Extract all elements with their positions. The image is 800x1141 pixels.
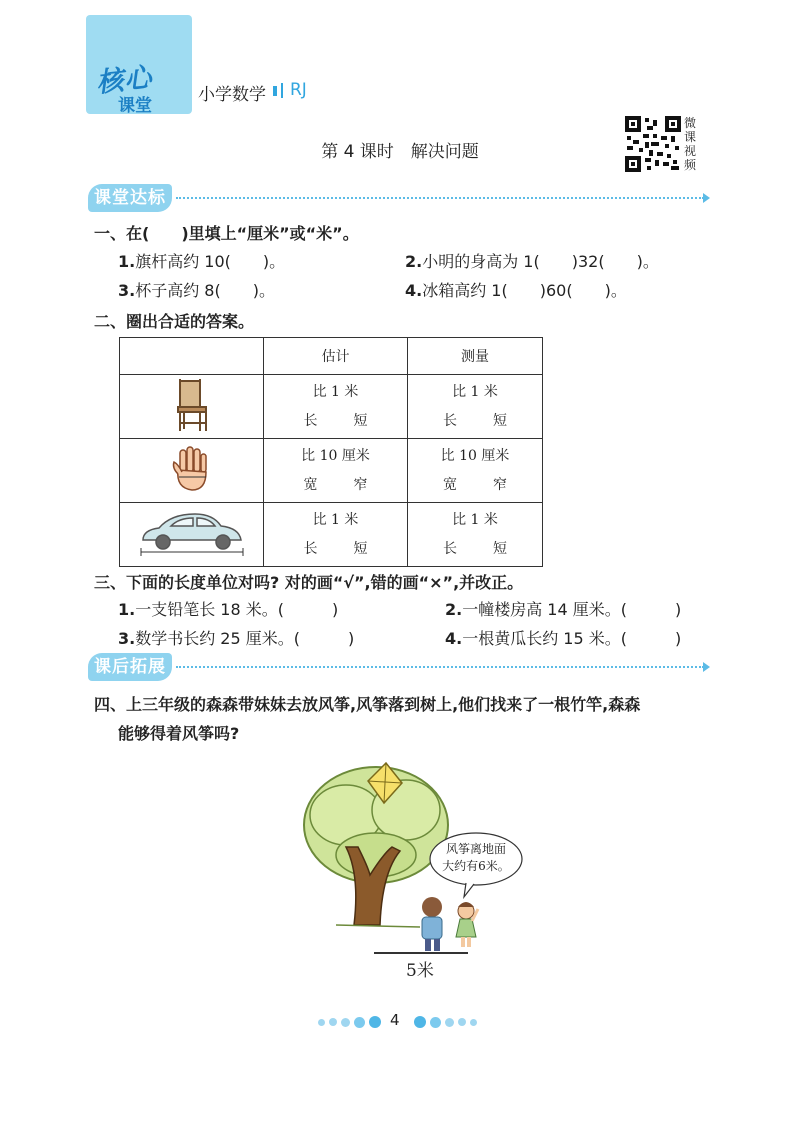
edition-label: RJ [290,80,307,100]
pager-dot [354,1017,365,1028]
question-1-item-3: 3.杯子高约 8( )。 [118,281,275,300]
question-4-title-cont: 能够得着风筝吗? [118,724,240,743]
chair-icon [170,377,214,433]
pager-dot [329,1018,337,1026]
question-3-item-4: 4.一根黄瓜长约 15 米。( ) [445,629,682,648]
option-narrow[interactable]: 窄 [353,476,368,493]
option-narrow[interactable]: 窄 [493,476,507,493]
pager-dot [341,1018,350,1027]
qr-code-icon[interactable] [625,116,681,172]
question-1-item-1: 1.旗杆高约 10( )。 [118,252,286,271]
comparison-text: 比 1 米 [312,383,359,400]
option-short[interactable]: 短 [493,412,507,429]
question-3-item-1: 1.一支铅笔长 18 米。( ) [118,600,339,619]
option-short[interactable]: 短 [353,412,368,429]
pager-dot [414,1016,426,1028]
table-header-estimate: 估计 [264,338,408,375]
question-3-title: 三、下面的长度单位对吗? 对的画“√”,错的画“×”,并改正。 [94,573,524,592]
comparison-text: 比 1 米 [452,511,498,528]
logo-main-text: 核心 [94,62,154,99]
pager-dot [318,1019,325,1026]
kite-tree-illustration [296,755,526,975]
hand-icon [170,444,214,494]
subject-label: 小学数学 [198,85,266,105]
section-badge-extension: 课后拓展 [88,653,172,681]
question-1-title: 一、在( )里填上“厘米”或“米”。 [94,224,359,243]
estimate-cell[interactable] [264,439,408,503]
hand-cell [120,439,264,503]
table-header-measure: 测量 [408,338,543,375]
option-long[interactable]: 长 [303,412,318,429]
table-row [120,439,543,503]
car-cell [120,503,264,567]
option-wide[interactable]: 宽 [443,476,457,493]
answer-table [119,337,543,567]
question-3-item-2: 2.一幢楼房高 14 厘米。( ) [445,600,682,619]
option-long[interactable]: 长 [443,540,457,557]
car-icon [137,510,247,556]
option-wide[interactable]: 宽 [303,476,318,493]
option-short[interactable]: 短 [493,540,507,557]
chair-cell [120,375,264,439]
estimate-cell[interactable] [264,503,408,567]
estimate-cell[interactable] [264,375,408,439]
comparison-text: 比 10 厘米 [440,447,510,464]
distance-label: 5米 [406,961,434,981]
question-4-title: 四、上三年级的森森带妹妹去放风筝,风筝落到树上,他们找来了一根竹竿,森森 [94,695,641,714]
boy-icon [422,897,442,951]
option-long[interactable]: 长 [443,412,457,429]
bubble-line-2: 大约有6米。 [442,859,510,873]
logo-sub-text: 课堂 [118,96,152,116]
pager-dot [458,1018,466,1026]
question-3-item-3: 3.数学书长约 25 厘米。( ) [118,629,355,648]
measure-cell[interactable] [408,503,543,567]
lesson-title: 第 4 课时 解决问题 [321,142,479,162]
pager-dots-right [414,1016,477,1028]
option-long[interactable]: 长 [303,540,318,557]
option-short[interactable]: 短 [353,540,368,557]
section-divider [176,197,704,199]
pager-dot [369,1016,381,1028]
question-2-title: 二、圈出合适的答案。 [94,312,255,331]
table-corner-cell [120,338,264,375]
question-1-item-4: 4.冰箱高约 1( )60( )。 [405,281,627,300]
divider-mark [273,86,277,96]
measure-cell[interactable] [408,439,543,503]
girl-icon [456,902,478,947]
question-1-item-2: 2.小明的身高为 1( )32( )。 [405,252,659,271]
pager-dot [445,1018,454,1027]
divider-line [281,83,283,98]
comparison-text: 比 1 米 [452,383,498,400]
bubble-line-1: 风筝离地面 [445,842,507,856]
qr-label: 微课视频 [684,116,697,172]
pager-dot [470,1019,477,1026]
section-divider [176,666,704,668]
comparison-text: 比 10 厘米 [301,447,370,464]
measure-cell[interactable] [408,375,543,439]
table-row [120,375,543,439]
table-row [120,503,543,567]
pager-dot [430,1017,441,1028]
page-number: 4 [390,1011,400,1029]
pager-dots-left [318,1016,381,1028]
comparison-text: 比 1 米 [312,511,359,528]
section-badge-classroom: 课堂达标 [88,184,172,212]
